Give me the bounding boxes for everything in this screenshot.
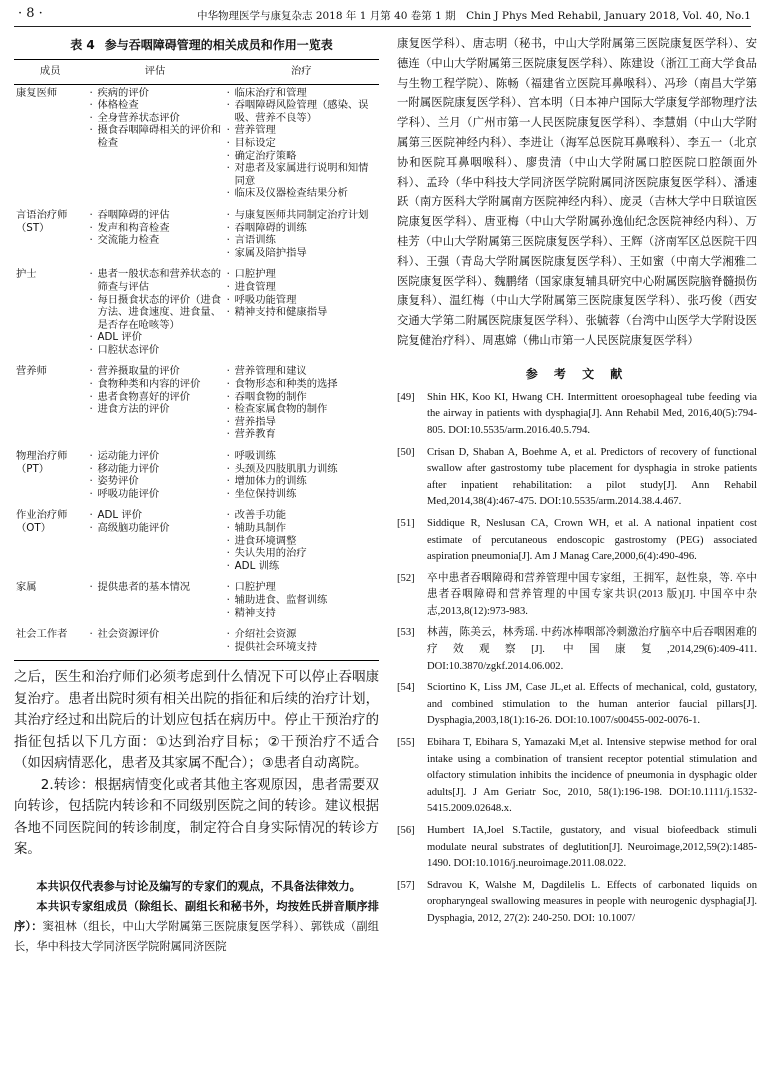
list-item: · 营养管理和建议 xyxy=(226,365,377,378)
list-item: · 头颈及四肢肌肌力训练 xyxy=(226,463,377,476)
treatment-cell xyxy=(224,448,379,507)
reference-number: [57] xyxy=(397,879,415,891)
list-item: · 营养教育 xyxy=(226,428,377,441)
table-row xyxy=(14,507,379,579)
experts-list-continued: 康复医学科）、唐志明（秘书，中山大学附属第三医院康复医学科）、安德连（中山大学附属第三医院康复医学科）、陈建设（浙江工商大学食品与生物工程学院）、陈畅（福建省立医院耳鼻喉科）、冯珍（南昌大学第一附属医院康复医学科）、宫本明（日本神户国际大学康复学部物理疗法学科）、兰月（广州市第一人民医院康复医学科）、李慧娟（中山大学附属第三医院神经内科）、李进让（海军总医院耳鼻喉科）、李五一（北京协和医院耳鼻咽喉科）、廖贵清（中山大学附属口腔医院口腔颌面外科）、孟玲（华中科技大学同济医学院附属同济医院康复医学科）、潘速跃（南方医科大学附属南方医院神经内科）、庞灵（吉林大学中日联谊医院康复医学科）、唐亚梅（中山大学附属孙逸仙纪念医院神经内科）、万桂芳（中山大学附属第三医院康复医学科）、王辉（济南军区总医院干四科）、王强（青岛大学附属医院康复医学科）、王如蜜（中南大学湘雅二医院康复医学科）、魏鹏绪（国家康复辅具研究中心附属医院脑脊髓损伤康复科）、温红梅（中山大学附属第三医院康复医学科）、张巧俊（西安交通大学第二附属医院康复医学科）、张毓蓉（台湾中山医学大学附设医院复健治疗科）、周惠嫦（佛山市第一人民医院康复医学科） xyxy=(397,36,757,347)
list-item: · 高级脑功能评价 xyxy=(88,522,221,535)
evaluation-cell xyxy=(86,579,223,626)
list-item: · 进食环境调整 xyxy=(226,535,377,548)
list-item: · 运动能力评价 xyxy=(88,450,221,463)
table-caption xyxy=(14,36,379,53)
experts-list-start: 窦祖林（组长，中山大学附属第三医院康复医学科）、郭铁成（副组长，华中科技大学同济医学院附属同济医院 xyxy=(14,919,379,953)
reference-number: [53] xyxy=(397,627,415,639)
paragraph: 之后，医生和治疗师们必须考虑到什么情况下可以停止吞咽康复治疗。患者出院时须有相关出院的指征和后续的治疗计划，其治疗经过和出院后的计划应包括在病历中。停止干预治疗的指征包括以下几方面：①达到治疗目标；②干预治疗不适合（如因病情恶化，患者及其家属不配合）；③患者自动离院。 xyxy=(14,670,379,772)
list-item: · 疾病的评价 xyxy=(88,87,221,100)
experts-label: 本共识专家组成员（除组长、副组长和秘书外，均按姓氏拼音顺序排序）： xyxy=(14,899,379,933)
reference-text: Sciortino K, Liss JM, Case JL,et al. Effects of mechanical, cold, gustatory, and combined stimulation to the human anterior faucial pillars[J]. Dysphagia,2003,18(1):16-26. DOI:10.1007/s00455-002-0076-1. xyxy=(427,682,757,727)
table-row xyxy=(14,363,379,448)
reference-text: Siddique R, Neslusan CA, Crown WH, et al. A national inpatient cost estimate of percutaneous endoscopic gastrostomy (PEG) associated aspiration pneumonia[J]. Am J Manag Care,2000,6(4):490-496. xyxy=(427,517,757,563)
col-header-treatment: 治疗 xyxy=(224,60,379,85)
left-column xyxy=(14,34,379,957)
list-item: · 社会资源评价 xyxy=(88,628,221,641)
list-item: · 精神支持 xyxy=(226,607,377,620)
table-row xyxy=(14,84,379,207)
list-item: · 呼吸功能管理 xyxy=(226,294,377,307)
member-cell: 家属 xyxy=(16,581,37,594)
list-item: · 每日摄食状态的评价（进食方法、进食速度、进食量、是否存在呛咳等） xyxy=(88,294,221,332)
team-roles-table xyxy=(14,59,379,661)
reference-text: Humbert IA,Joel S.Tactile, gustatory, and visual biofeedback stimuli modulate neural substrates of deglutition[J]. Neuroimage,2012,59(2):1485-1490. DOI:10.1016/j.neuroimage.2011.08.022. xyxy=(427,825,757,870)
list-item: · 吞咽食物的制作 xyxy=(226,391,377,404)
reference-number: [50] xyxy=(397,446,415,458)
list-item: · ADL 训练 xyxy=(226,560,377,573)
disclaimer: 本共识仅代表参与讨论及编写的专家们的观点，不具备法律效力。 xyxy=(36,879,361,893)
treatment-cell xyxy=(224,507,379,579)
reference-text: Crisan D, Shaban A, Boehme A, et al. Predictors of recovery of functional swallow after gastrostomy tube placement for dysphagia in stroke patients after inpatient rehabilitation: a pilot study[J]. Ann Rehabil Med,2014,38(4):467-475. DOI:10.5535/arm.2014.38.4.467. xyxy=(427,446,757,508)
member-cell: 言语治疗师（ST） xyxy=(16,208,68,234)
list-item: · 目标设定 xyxy=(226,137,377,150)
list-item: · 家属及陪护指导 xyxy=(226,247,377,260)
table-row xyxy=(14,207,379,266)
treatment-cell xyxy=(224,363,379,448)
list-item: · 与康复医师共同制定治疗计划 xyxy=(226,209,377,222)
list-item: · 食物形态和种类的选择 xyxy=(226,378,377,391)
reference-item xyxy=(397,823,757,873)
list-item: · 提供社会环境支持 xyxy=(226,641,377,654)
reference-item xyxy=(397,390,757,440)
list-item: · 提供患者的基本情况 xyxy=(88,581,221,594)
reference-text: 卒中患者吞咽障碍和营养管理中国专家组，王拥军，赵性泉，等. 卒中患者吞咽障碍和营养管理的中国专家共识(2013 版)[J]. 中国卒中杂志,2013,8(12):973-983. xyxy=(427,572,757,617)
table-row xyxy=(14,266,379,363)
member-cell: 护士 xyxy=(16,268,37,281)
member-cell: 康复医师 xyxy=(16,86,58,99)
member-cell: 物理治疗师（PT） xyxy=(16,450,68,475)
list-item: · 言语训练 xyxy=(226,234,377,247)
list-item: · 进食管理 xyxy=(226,281,377,294)
reference-number: [56] xyxy=(397,825,415,836)
list-item: · 检查家属食物的制作 xyxy=(226,403,377,416)
list-item: · 增加体力的训练 xyxy=(226,475,377,488)
reference-number: [51] xyxy=(397,517,415,529)
list-item: · 吞咽障碍风险管理（感染、误吸、营养不良等） xyxy=(226,99,377,124)
treatment-cell xyxy=(224,579,379,626)
paragraph: 2.转诊：根据病情变化或者其他主客观原因，患者需要双向转诊，包括院内转诊和不同级别医院之间的转诊。建议根据各地不同医院间的转诊制度，制定符合自身实际情况的转诊方案。 xyxy=(14,777,379,858)
body-text xyxy=(14,667,379,861)
member-cell: 营养师 xyxy=(16,365,47,378)
table-row xyxy=(14,579,379,626)
reference-number: [49] xyxy=(397,391,415,403)
treatment-cell xyxy=(224,84,379,207)
list-item: · 精神支持和健康指导 xyxy=(226,306,377,319)
list-item: · 失认失用的治疗 xyxy=(226,547,377,560)
reference-text: Ebihara T, Ebihara S, Yamazaki M,et al. Intensive stepwise method for oral intake using a combination of transient receptor potential stimulation and olfactory stimulation inhibits the incidence of pneumonia in dysphagic older adults[J]. J Am Geriatr Soc, 2010, 58(1):196-198. DOI:10.1111/j.1532-5415.2009.02648.x. xyxy=(427,737,757,815)
list-item: · 营养管理 xyxy=(226,124,377,137)
list-item: · 食物种类和内容的评价 xyxy=(88,378,221,391)
treatment-cell xyxy=(224,207,379,266)
evaluation-cell xyxy=(86,207,223,266)
right-column xyxy=(397,34,757,933)
list-item: · 口腔状态评价 xyxy=(88,344,221,357)
list-item: · 吞咽障碍的训练 xyxy=(226,222,377,235)
list-item: · 辅助进食、监督训练 xyxy=(226,594,377,607)
reference-text: Sdravou K, Walshe M, Dagdilelis L. Effects of carbonated liquids on oropharyngeal swallowing measures in people with neurogenic dysphagia[J]. Dysphagia, 2012, 27(2): 240-250. DOI: 10.1007/ xyxy=(427,879,757,924)
col-header-member: 成员 xyxy=(14,60,86,85)
list-item: · ADL 评价 xyxy=(88,331,221,344)
list-item: · ADL 评价 xyxy=(88,509,221,522)
evaluation-cell xyxy=(86,448,223,507)
list-item: · 确定治疗策略 xyxy=(226,150,377,163)
reference-list xyxy=(397,390,757,928)
reference-item xyxy=(397,571,757,621)
col-header-evaluation: 评估 xyxy=(86,60,223,85)
list-item: · 改善手功能 xyxy=(226,509,377,522)
list-item: · 吞咽障碍的评估 xyxy=(88,209,221,222)
treatment-cell xyxy=(224,626,379,661)
evaluation-cell xyxy=(86,507,223,579)
list-item: · 姿势评价 xyxy=(88,475,221,488)
evaluation-cell xyxy=(86,626,223,661)
reference-item xyxy=(397,625,757,675)
list-item: · 营养指导 xyxy=(226,416,377,429)
list-item: · 介绍社会资源 xyxy=(226,628,377,641)
list-item: · 营养摄取量的评价 xyxy=(88,365,221,378)
evaluation-cell xyxy=(86,363,223,448)
list-item: · 进食方法的评价 xyxy=(88,403,221,416)
member-cell: 作业治疗师（OT） xyxy=(16,509,68,534)
list-item: · 口腔护理 xyxy=(226,268,377,281)
list-item: · 发声和构音检查 xyxy=(88,222,221,235)
list-item: · 临床治疗和管理 xyxy=(226,87,377,100)
reference-number: [52] xyxy=(397,572,415,584)
list-item: · 呼吸训练 xyxy=(226,450,377,463)
running-header xyxy=(14,4,751,27)
page-number: · 8 · xyxy=(18,6,43,21)
list-item: · 患者食物喜好的评价 xyxy=(88,391,221,404)
list-item: · 对患者及家属进行说明和知情同意 xyxy=(226,162,377,187)
list-item: · 摄食吞咽障碍相关的评价和检查 xyxy=(88,124,221,149)
list-item: · 交流能力检查 xyxy=(88,234,221,247)
reference-number: [54] xyxy=(397,682,415,694)
list-item: · 辅助具制作 xyxy=(226,522,377,535)
reference-number: [55] xyxy=(397,737,415,749)
reference-item xyxy=(397,516,757,566)
list-item: · 坐位保持训练 xyxy=(226,488,377,501)
list-item: · 体格检查 xyxy=(88,99,221,112)
table-row xyxy=(14,448,379,507)
table-title: 参与吞咽障碍管理的相关成员和作用一览表 xyxy=(104,38,333,52)
list-item: · 移动能力评价 xyxy=(88,463,221,476)
member-cell: 社会工作者 xyxy=(14,626,86,661)
reference-text: 林茜，陈美云，林秀瑶. 中药冰棒咽部冷刺激治疗脑卒中后吞咽困难的疗效观察[J]. 中国康复,2014,29(6):409-411. DOI:10.3870/zgkf.2014.06.002. xyxy=(427,627,757,672)
list-item: · 全身营养状态评价 xyxy=(88,112,221,125)
list-item: · 口腔护理 xyxy=(226,581,377,594)
evaluation-cell xyxy=(86,84,223,207)
table-number: 表 4 xyxy=(70,38,95,52)
reference-item xyxy=(397,445,757,511)
table-row xyxy=(14,626,379,661)
list-item: · 呼吸功能评价 xyxy=(88,488,221,501)
journal-title: 中华物理医学与康复杂志 2018 年 1 月第 40 卷第 1 期 Chin J Phys Med Rehabil, January 2018, Vol. 40, No.1 xyxy=(196,10,751,22)
reference-text: Shin HK, Koo KI, Hwang CH. Intermittent oroesophageal tube feeding via the airway in patients with dysphagia[J]. Ann Rehabil Med, 2016,40(5):794-805. DOI:10.5535/arm.2016.40.5.794. xyxy=(427,391,757,436)
reference-item xyxy=(397,878,757,928)
list-item: · 患者一般状态和营养状态的筛查与评估 xyxy=(88,268,221,293)
evaluation-cell xyxy=(86,266,223,363)
list-item: · 临床及仪器检查结果分析 xyxy=(226,187,377,200)
reference-item xyxy=(397,680,757,730)
references-title: 参 考 文 献 xyxy=(525,366,629,381)
treatment-cell xyxy=(224,266,379,363)
consensus-note xyxy=(14,877,379,957)
reference-item xyxy=(397,735,757,818)
